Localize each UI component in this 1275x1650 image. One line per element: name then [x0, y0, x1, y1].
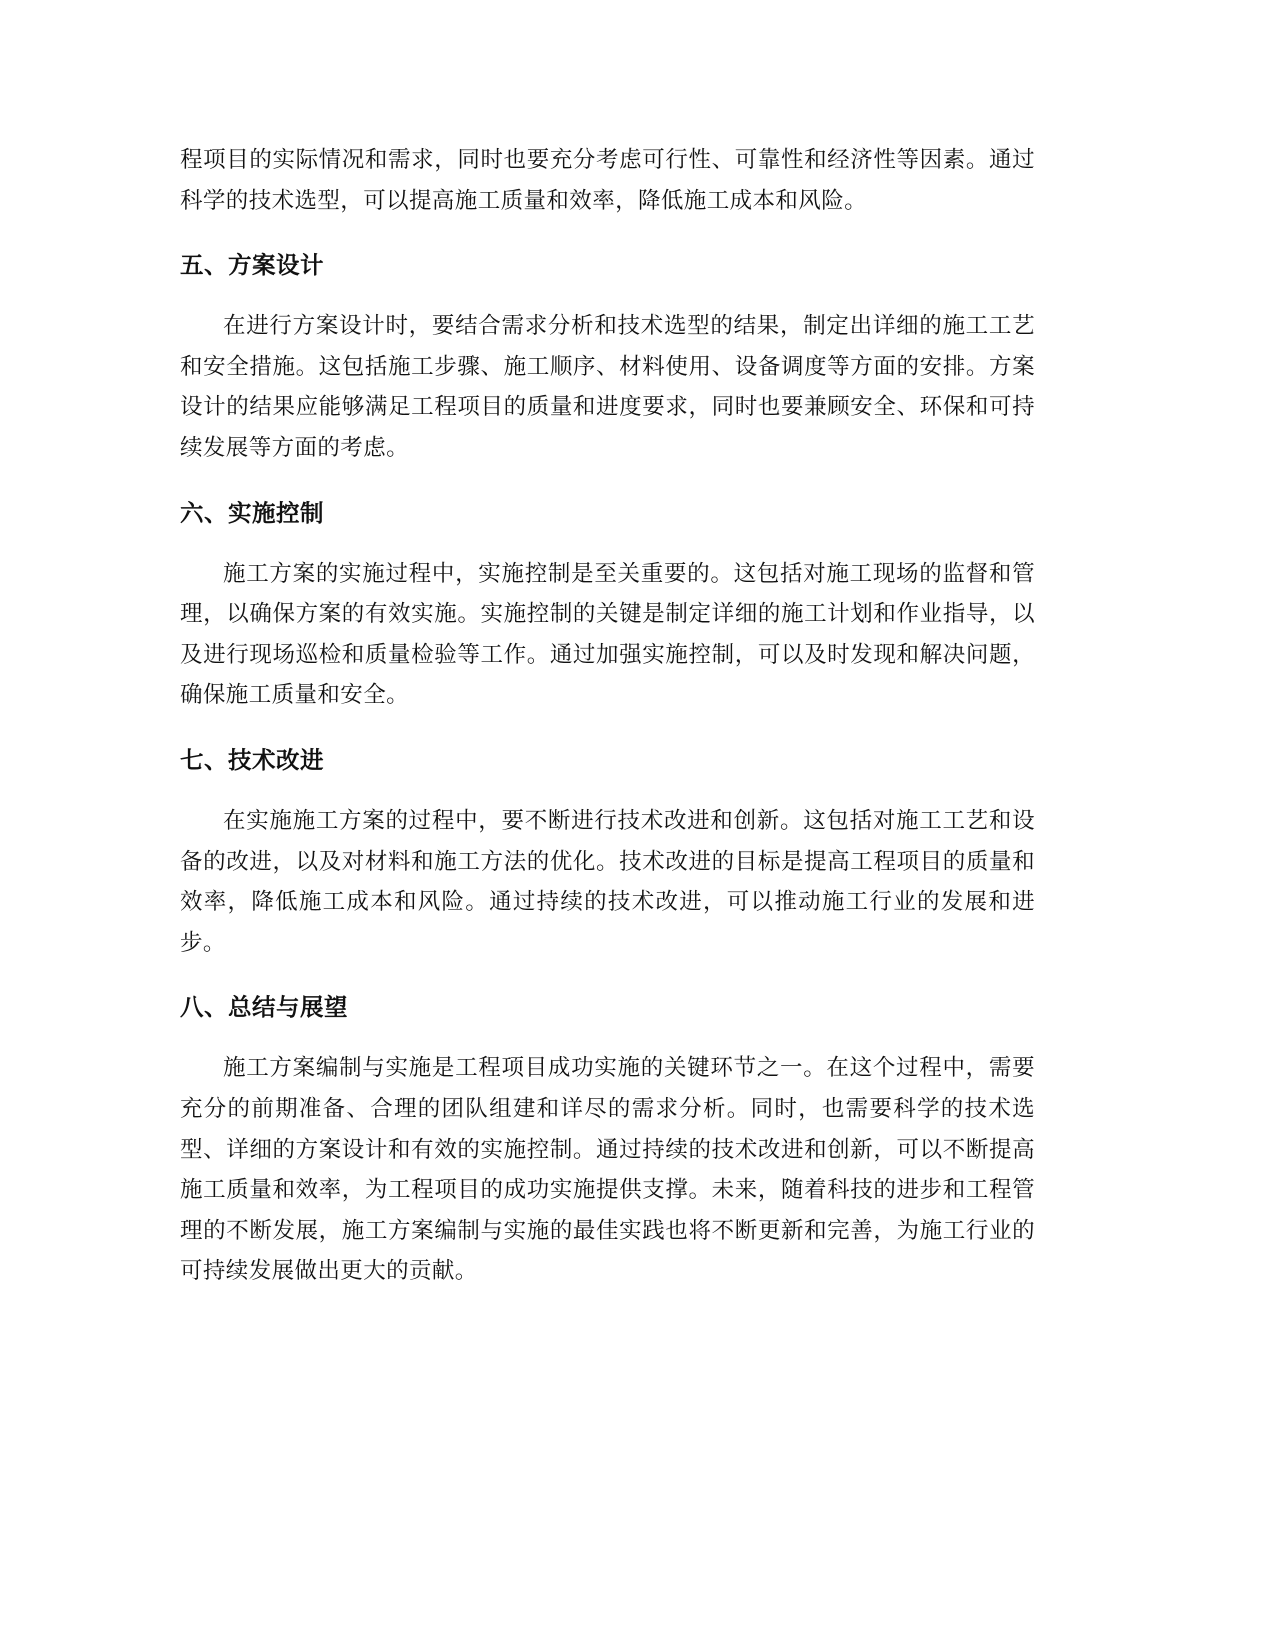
section-heading: 八、总结与展望: [180, 993, 348, 1022]
document-page: [180, 140, 1035, 1292]
section-summary-outlook: [180, 991, 1035, 1292]
section-technical-improvement: [180, 744, 1035, 963]
section-heading: 七、技术改进: [180, 745, 324, 774]
section-paragraph: 在实施施工方案的过程中，要不断进行技术改进和创新。这包括对施工工艺和设备的改进，以及对材料和施工方法的优化。技术改进的目标是提高工程项目的质量和效率，降低施工成本和风险。通过持续的技术改进，可以推动施工行业的发展和进步。: [180, 807, 1035, 956]
section-heading: 五、方案设计: [180, 251, 324, 280]
section-paragraph: 施工方案的实施过程中，实施控制是至关重要的。这包括对施工现场的监督和管理，以确保方案的有效实施。实施控制的关键是制定详细的施工计划和作业指导，以及进行现场巡检和质量检验等工作。通过加强实施控制，可以及时发现和解决问题，确保施工质量和安全。: [180, 560, 1035, 709]
section-paragraph: 在进行方案设计时，要结合需求分析和技术选型的结果，制定出详细的施工工艺和安全措施。这包括施工步骤、施工顺序、材料使用、设备调度等方面的安排。方案设计的结果应能够满足工程项目的质量和进度要求，同时也要兼顾安全、环保和可持续发展等方面的考虑。: [180, 313, 1035, 461]
intro-paragraph: 程项目的实际情况和需求，同时也要充分考虑可行性、可靠性和经济性等因素。通过科学的技术选型，可以提高施工质量和效率，降低施工成本和风险。: [180, 147, 1035, 214]
section-paragraph: 施工方案编制与实施是工程项目成功实施的关键环节之一。在这个过程中，需要充分的前期准备、合理的团队组建和详尽的需求分析。同时，也需要科学的技术选型、详细的方案设计和有效的实施控制。通过持续的技术改进和创新，可以不断提高施工质量和效率，为工程项目的成功实施提供支撑。未来，随着科技的进步和工程管理的不断发展，施工方案编制与实施的最佳实践也将不断更新和完善，为施工行业的可持续发展做出更大的贡献。: [180, 1055, 1035, 1285]
section-implementation-control: [180, 497, 1035, 716]
section-heading: 六、实施控制: [180, 498, 324, 527]
section-plan-design: [180, 249, 1035, 468]
